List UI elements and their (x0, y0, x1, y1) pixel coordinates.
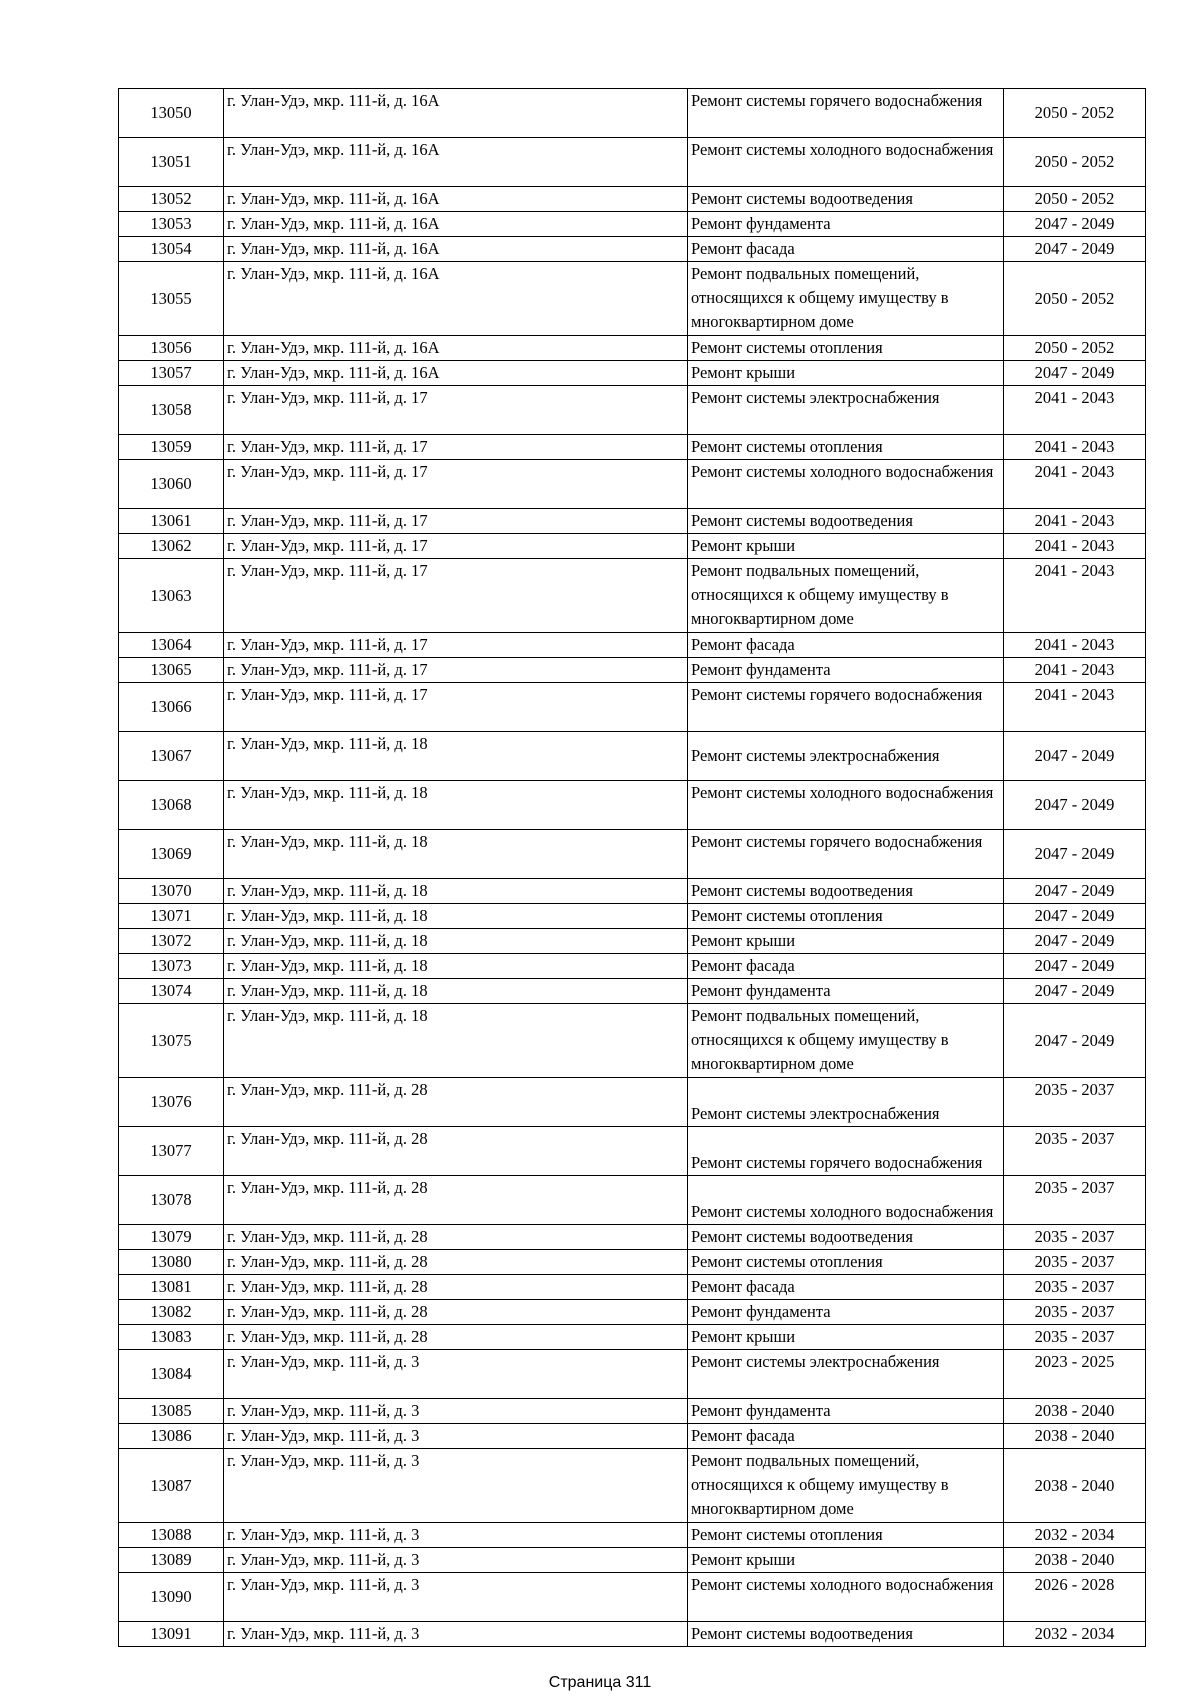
record-id-cell: 13086 (119, 1424, 224, 1449)
table-row (119, 212, 1146, 237)
table-row (119, 460, 1146, 509)
table-row (119, 1250, 1146, 1275)
work-type-cell: Ремонт крыши (688, 929, 1004, 954)
table-row (119, 979, 1146, 1004)
record-id-cell: 13060 (119, 460, 224, 509)
address-cell: г. Улан-Удэ, мкр. 111-й, д. 18 (224, 929, 688, 954)
period-cell: 2038 - 2040 (1004, 1548, 1146, 1573)
record-id-cell: 13068 (119, 781, 224, 830)
table-row (119, 1548, 1146, 1573)
address-cell: г. Улан-Удэ, мкр. 111-й, д. 28 (224, 1127, 688, 1176)
address-cell: г. Улан-Удэ, мкр. 111-й, д. 16А (224, 336, 688, 361)
address-cell: г. Улан-Удэ, мкр. 111-й, д. 28 (224, 1176, 688, 1225)
address-cell: г. Улан-Удэ, мкр. 111-й, д. 3 (224, 1449, 688, 1523)
table-row (119, 781, 1146, 830)
record-id-cell: 13051 (119, 138, 224, 187)
record-id-cell: 13091 (119, 1622, 224, 1647)
address-cell: г. Улан-Удэ, мкр. 111-й, д. 17 (224, 460, 688, 509)
record-id-cell: 13057 (119, 361, 224, 386)
work-type-cell: Ремонт системы водоотведения (688, 879, 1004, 904)
address-cell: г. Улан-Удэ, мкр. 111-й, д. 3 (224, 1523, 688, 1548)
work-type-cell: Ремонт системы горячего водоснабжения (688, 683, 1004, 732)
work-type-cell: Ремонт системы электроснабжения (688, 1350, 1004, 1399)
period-cell: 2050 - 2052 (1004, 262, 1146, 336)
address-cell: г. Улан-Удэ, мкр. 111-й, д. 28 (224, 1325, 688, 1350)
table-row (119, 1325, 1146, 1350)
period-cell: 2035 - 2037 (1004, 1275, 1146, 1300)
work-type-cell: Ремонт системы водоотведения (688, 509, 1004, 534)
record-id-cell: 13063 (119, 559, 224, 633)
address-cell: г. Улан-Удэ, мкр. 111-й, д. 17 (224, 559, 688, 633)
address-cell: г. Улан-Удэ, мкр. 111-й, д. 3 (224, 1424, 688, 1449)
work-type-cell: Ремонт системы отопления (688, 435, 1004, 460)
period-cell: 2050 - 2052 (1004, 336, 1146, 361)
period-cell: 2038 - 2040 (1004, 1449, 1146, 1523)
table-row (119, 658, 1146, 683)
work-type-cell: Ремонт подвальных помещений, относящихся к общему имуществу в многоквартирном доме (688, 1449, 1004, 1523)
period-cell: 2047 - 2049 (1004, 954, 1146, 979)
record-id-cell: 13056 (119, 336, 224, 361)
period-cell: 2035 - 2037 (1004, 1176, 1146, 1225)
table-row (119, 954, 1146, 979)
table-row (119, 559, 1146, 633)
work-type-cell: Ремонт фундамента (688, 212, 1004, 237)
work-type-cell: Ремонт системы электроснабжения (688, 732, 1004, 781)
table-row (119, 929, 1146, 954)
address-cell: г. Улан-Удэ, мкр. 111-й, д. 16А (224, 361, 688, 386)
work-type-cell: Ремонт системы водоотведения (688, 187, 1004, 212)
period-cell: 2047 - 2049 (1004, 1004, 1146, 1078)
period-cell: 2050 - 2052 (1004, 89, 1146, 138)
period-cell: 2041 - 2043 (1004, 460, 1146, 509)
record-id-cell: 13088 (119, 1523, 224, 1548)
table-row (119, 1176, 1146, 1225)
work-type-cell: Ремонт крыши (688, 361, 1004, 386)
address-cell: г. Улан-Удэ, мкр. 111-й, д. 16А (224, 89, 688, 138)
table-row (119, 1399, 1146, 1424)
work-type-cell: Ремонт системы горячего водоснабжения (688, 89, 1004, 138)
record-id-cell: 13076 (119, 1078, 224, 1127)
record-id-cell: 13052 (119, 187, 224, 212)
work-type-cell: Ремонт фасада (688, 954, 1004, 979)
address-cell: г. Улан-Удэ, мкр. 111-й, д. 3 (224, 1622, 688, 1647)
table-row (119, 89, 1146, 138)
address-cell: г. Улан-Удэ, мкр. 111-й, д. 16А (224, 187, 688, 212)
record-id-cell: 13073 (119, 954, 224, 979)
period-cell: 2041 - 2043 (1004, 386, 1146, 435)
table-row (119, 361, 1146, 386)
table-row (119, 1573, 1146, 1622)
table-row (119, 1225, 1146, 1250)
table-row (119, 262, 1146, 336)
table-row (119, 1004, 1146, 1078)
period-cell: 2041 - 2043 (1004, 509, 1146, 534)
period-cell: 2041 - 2043 (1004, 559, 1146, 633)
record-id-cell: 13067 (119, 732, 224, 781)
address-cell: г. Улан-Удэ, мкр. 111-й, д. 17 (224, 386, 688, 435)
record-id-cell: 13055 (119, 262, 224, 336)
period-cell: 2038 - 2040 (1004, 1424, 1146, 1449)
address-cell: г. Улан-Удэ, мкр. 111-й, д. 28 (224, 1300, 688, 1325)
period-cell: 2047 - 2049 (1004, 979, 1146, 1004)
table-row (119, 732, 1146, 781)
work-type-cell: Ремонт фундамента (688, 1300, 1004, 1325)
address-cell: г. Улан-Удэ, мкр. 111-й, д. 16А (224, 212, 688, 237)
period-cell: 2050 - 2052 (1004, 187, 1146, 212)
record-id-cell: 13071 (119, 904, 224, 929)
work-type-cell: Ремонт крыши (688, 1548, 1004, 1573)
record-id-cell: 13075 (119, 1004, 224, 1078)
period-cell: 2047 - 2049 (1004, 237, 1146, 262)
record-id-cell: 13079 (119, 1225, 224, 1250)
table-row (119, 534, 1146, 559)
work-type-cell: Ремонт системы отопления (688, 1250, 1004, 1275)
record-id-cell: 13078 (119, 1176, 224, 1225)
work-type-cell: Ремонт системы водоотведения (688, 1622, 1004, 1647)
table-row (119, 1300, 1146, 1325)
work-type-cell: Ремонт системы холодного водоснабжения (688, 1176, 1004, 1225)
record-id-cell: 13062 (119, 534, 224, 559)
period-cell: 2035 - 2037 (1004, 1127, 1146, 1176)
record-id-cell: 13077 (119, 1127, 224, 1176)
table-row (119, 1523, 1146, 1548)
table-row (119, 830, 1146, 879)
record-id-cell: 13081 (119, 1275, 224, 1300)
work-type-cell: Ремонт системы водоотведения (688, 1225, 1004, 1250)
period-cell: 2023 - 2025 (1004, 1350, 1146, 1399)
address-cell: г. Улан-Удэ, мкр. 111-й, д. 28 (224, 1250, 688, 1275)
period-cell: 2038 - 2040 (1004, 1399, 1146, 1424)
page-number: Страница 311 (548, 1674, 652, 1691)
work-type-cell: Ремонт фасада (688, 633, 1004, 658)
repair-schedule-body (119, 89, 1146, 1647)
work-type-cell: Ремонт фундамента (688, 1399, 1004, 1424)
period-cell: 2041 - 2043 (1004, 683, 1146, 732)
period-cell: 2035 - 2037 (1004, 1078, 1146, 1127)
table-row (119, 683, 1146, 732)
address-cell: г. Улан-Удэ, мкр. 111-й, д. 28 (224, 1078, 688, 1127)
address-cell: г. Улан-Удэ, мкр. 111-й, д. 16А (224, 138, 688, 187)
record-id-cell: 13050 (119, 89, 224, 138)
record-id-cell: 13058 (119, 386, 224, 435)
table-row (119, 187, 1146, 212)
table-row (119, 237, 1146, 262)
table-row (119, 509, 1146, 534)
table-row (119, 1350, 1146, 1399)
record-id-cell: 13070 (119, 879, 224, 904)
period-cell: 2041 - 2043 (1004, 633, 1146, 658)
address-cell: г. Улан-Удэ, мкр. 111-й, д. 17 (224, 509, 688, 534)
record-id-cell: 13090 (119, 1573, 224, 1622)
table-row (119, 904, 1146, 929)
address-cell: г. Улан-Удэ, мкр. 111-й, д. 28 (224, 1225, 688, 1250)
period-cell: 2041 - 2043 (1004, 435, 1146, 460)
work-type-cell: Ремонт системы электроснабжения (688, 1078, 1004, 1127)
record-id-cell: 13064 (119, 633, 224, 658)
work-type-cell: Ремонт системы холодного водоснабжения (688, 460, 1004, 509)
address-cell: г. Улан-Удэ, мкр. 111-й, д. 28 (224, 1275, 688, 1300)
address-cell: г. Улан-Удэ, мкр. 111-й, д. 18 (224, 879, 688, 904)
address-cell: г. Улан-Удэ, мкр. 111-й, д. 17 (224, 435, 688, 460)
work-type-cell: Ремонт подвальных помещений, относящихся к общему имуществу в многоквартирном доме (688, 559, 1004, 633)
record-id-cell: 13053 (119, 212, 224, 237)
record-id-cell: 13054 (119, 237, 224, 262)
address-cell: г. Улан-Удэ, мкр. 111-й, д. 3 (224, 1399, 688, 1424)
work-type-cell: Ремонт фасада (688, 1424, 1004, 1449)
table-row (119, 435, 1146, 460)
period-cell: 2047 - 2049 (1004, 781, 1146, 830)
address-cell: г. Улан-Удэ, мкр. 111-й, д. 18 (224, 1004, 688, 1078)
table-row (119, 386, 1146, 435)
period-cell: 2032 - 2034 (1004, 1523, 1146, 1548)
record-id-cell: 13082 (119, 1300, 224, 1325)
period-cell: 2047 - 2049 (1004, 830, 1146, 879)
address-cell: г. Улан-Удэ, мкр. 111-й, д. 17 (224, 683, 688, 732)
table-row (119, 1622, 1146, 1647)
work-type-cell: Ремонт подвальных помещений, относящихся к общему имуществу в многоквартирном доме (688, 1004, 1004, 1078)
address-cell: г. Улан-Удэ, мкр. 111-й, д. 3 (224, 1350, 688, 1399)
work-type-cell: Ремонт подвальных помещений, относящихся к общему имуществу в многоквартирном доме (688, 262, 1004, 336)
period-cell: 2041 - 2043 (1004, 658, 1146, 683)
address-cell: г. Улан-Удэ, мкр. 111-й, д. 3 (224, 1548, 688, 1573)
period-cell: 2050 - 2052 (1004, 138, 1146, 187)
work-type-cell: Ремонт фундамента (688, 979, 1004, 1004)
work-type-cell: Ремонт фундамента (688, 658, 1004, 683)
address-cell: г. Улан-Удэ, мкр. 111-й, д. 3 (224, 1573, 688, 1622)
period-cell: 2035 - 2037 (1004, 1325, 1146, 1350)
address-cell: г. Улан-Удэ, мкр. 111-й, д. 18 (224, 979, 688, 1004)
record-id-cell: 13089 (119, 1548, 224, 1573)
work-type-cell: Ремонт системы холодного водоснабжения (688, 781, 1004, 830)
work-type-cell: Ремонт системы холодного водоснабжения (688, 1573, 1004, 1622)
address-cell: г. Улан-Удэ, мкр. 111-й, д. 17 (224, 658, 688, 683)
period-cell: 2047 - 2049 (1004, 212, 1146, 237)
period-cell: 2035 - 2037 (1004, 1300, 1146, 1325)
period-cell: 2026 - 2028 (1004, 1573, 1146, 1622)
period-cell: 2047 - 2049 (1004, 361, 1146, 386)
repair-schedule-table (118, 88, 1146, 1647)
work-type-cell: Ремонт крыши (688, 534, 1004, 559)
table-row (119, 1424, 1146, 1449)
period-cell: 2047 - 2049 (1004, 732, 1146, 781)
record-id-cell: 13074 (119, 979, 224, 1004)
period-cell: 2047 - 2049 (1004, 879, 1146, 904)
work-type-cell: Ремонт системы отопления (688, 336, 1004, 361)
work-type-cell: Ремонт фасада (688, 1275, 1004, 1300)
table-row (119, 879, 1146, 904)
table-row (119, 633, 1146, 658)
work-type-cell: Ремонт системы отопления (688, 1523, 1004, 1548)
period-cell: 2032 - 2034 (1004, 1622, 1146, 1647)
table-row (119, 1275, 1146, 1300)
address-cell: г. Улан-Удэ, мкр. 111-й, д. 16А (224, 237, 688, 262)
period-cell: 2047 - 2049 (1004, 929, 1146, 954)
work-type-cell: Ремонт системы горячего водоснабжения (688, 1127, 1004, 1176)
address-cell: г. Улан-Удэ, мкр. 111-й, д. 18 (224, 904, 688, 929)
period-cell: 2035 - 2037 (1004, 1250, 1146, 1275)
period-cell: 2041 - 2043 (1004, 534, 1146, 559)
table-row (119, 336, 1146, 361)
address-cell: г. Улан-Удэ, мкр. 111-й, д. 18 (224, 830, 688, 879)
work-type-cell: Ремонт системы электроснабжения (688, 386, 1004, 435)
record-id-cell: 13087 (119, 1449, 224, 1523)
record-id-cell: 13085 (119, 1399, 224, 1424)
period-cell: 2047 - 2049 (1004, 904, 1146, 929)
address-cell: г. Улан-Удэ, мкр. 111-й, д. 18 (224, 781, 688, 830)
record-id-cell: 13066 (119, 683, 224, 732)
address-cell: г. Улан-Удэ, мкр. 111-й, д. 17 (224, 633, 688, 658)
record-id-cell: 13084 (119, 1350, 224, 1399)
record-id-cell: 13059 (119, 435, 224, 460)
address-cell: г. Улан-Удэ, мкр. 111-й, д. 18 (224, 954, 688, 979)
record-id-cell: 13065 (119, 658, 224, 683)
work-type-cell: Ремонт фасада (688, 237, 1004, 262)
address-cell: г. Улан-Удэ, мкр. 111-й, д. 16А (224, 262, 688, 336)
record-id-cell: 13080 (119, 1250, 224, 1275)
work-type-cell: Ремонт системы горячего водоснабжения (688, 830, 1004, 879)
work-type-cell: Ремонт системы холодного водоснабжения (688, 138, 1004, 187)
record-id-cell: 13083 (119, 1325, 224, 1350)
work-type-cell: Ремонт системы отопления (688, 904, 1004, 929)
table-row (119, 1078, 1146, 1127)
record-id-cell: 13072 (119, 929, 224, 954)
address-cell: г. Улан-Удэ, мкр. 111-й, д. 18 (224, 732, 688, 781)
record-id-cell: 13069 (119, 830, 224, 879)
table-row (119, 1127, 1146, 1176)
work-type-cell: Ремонт крыши (688, 1325, 1004, 1350)
period-cell: 2035 - 2037 (1004, 1225, 1146, 1250)
record-id-cell: 13061 (119, 509, 224, 534)
table-row (119, 1449, 1146, 1523)
address-cell: г. Улан-Удэ, мкр. 111-й, д. 17 (224, 534, 688, 559)
table-row (119, 138, 1146, 187)
